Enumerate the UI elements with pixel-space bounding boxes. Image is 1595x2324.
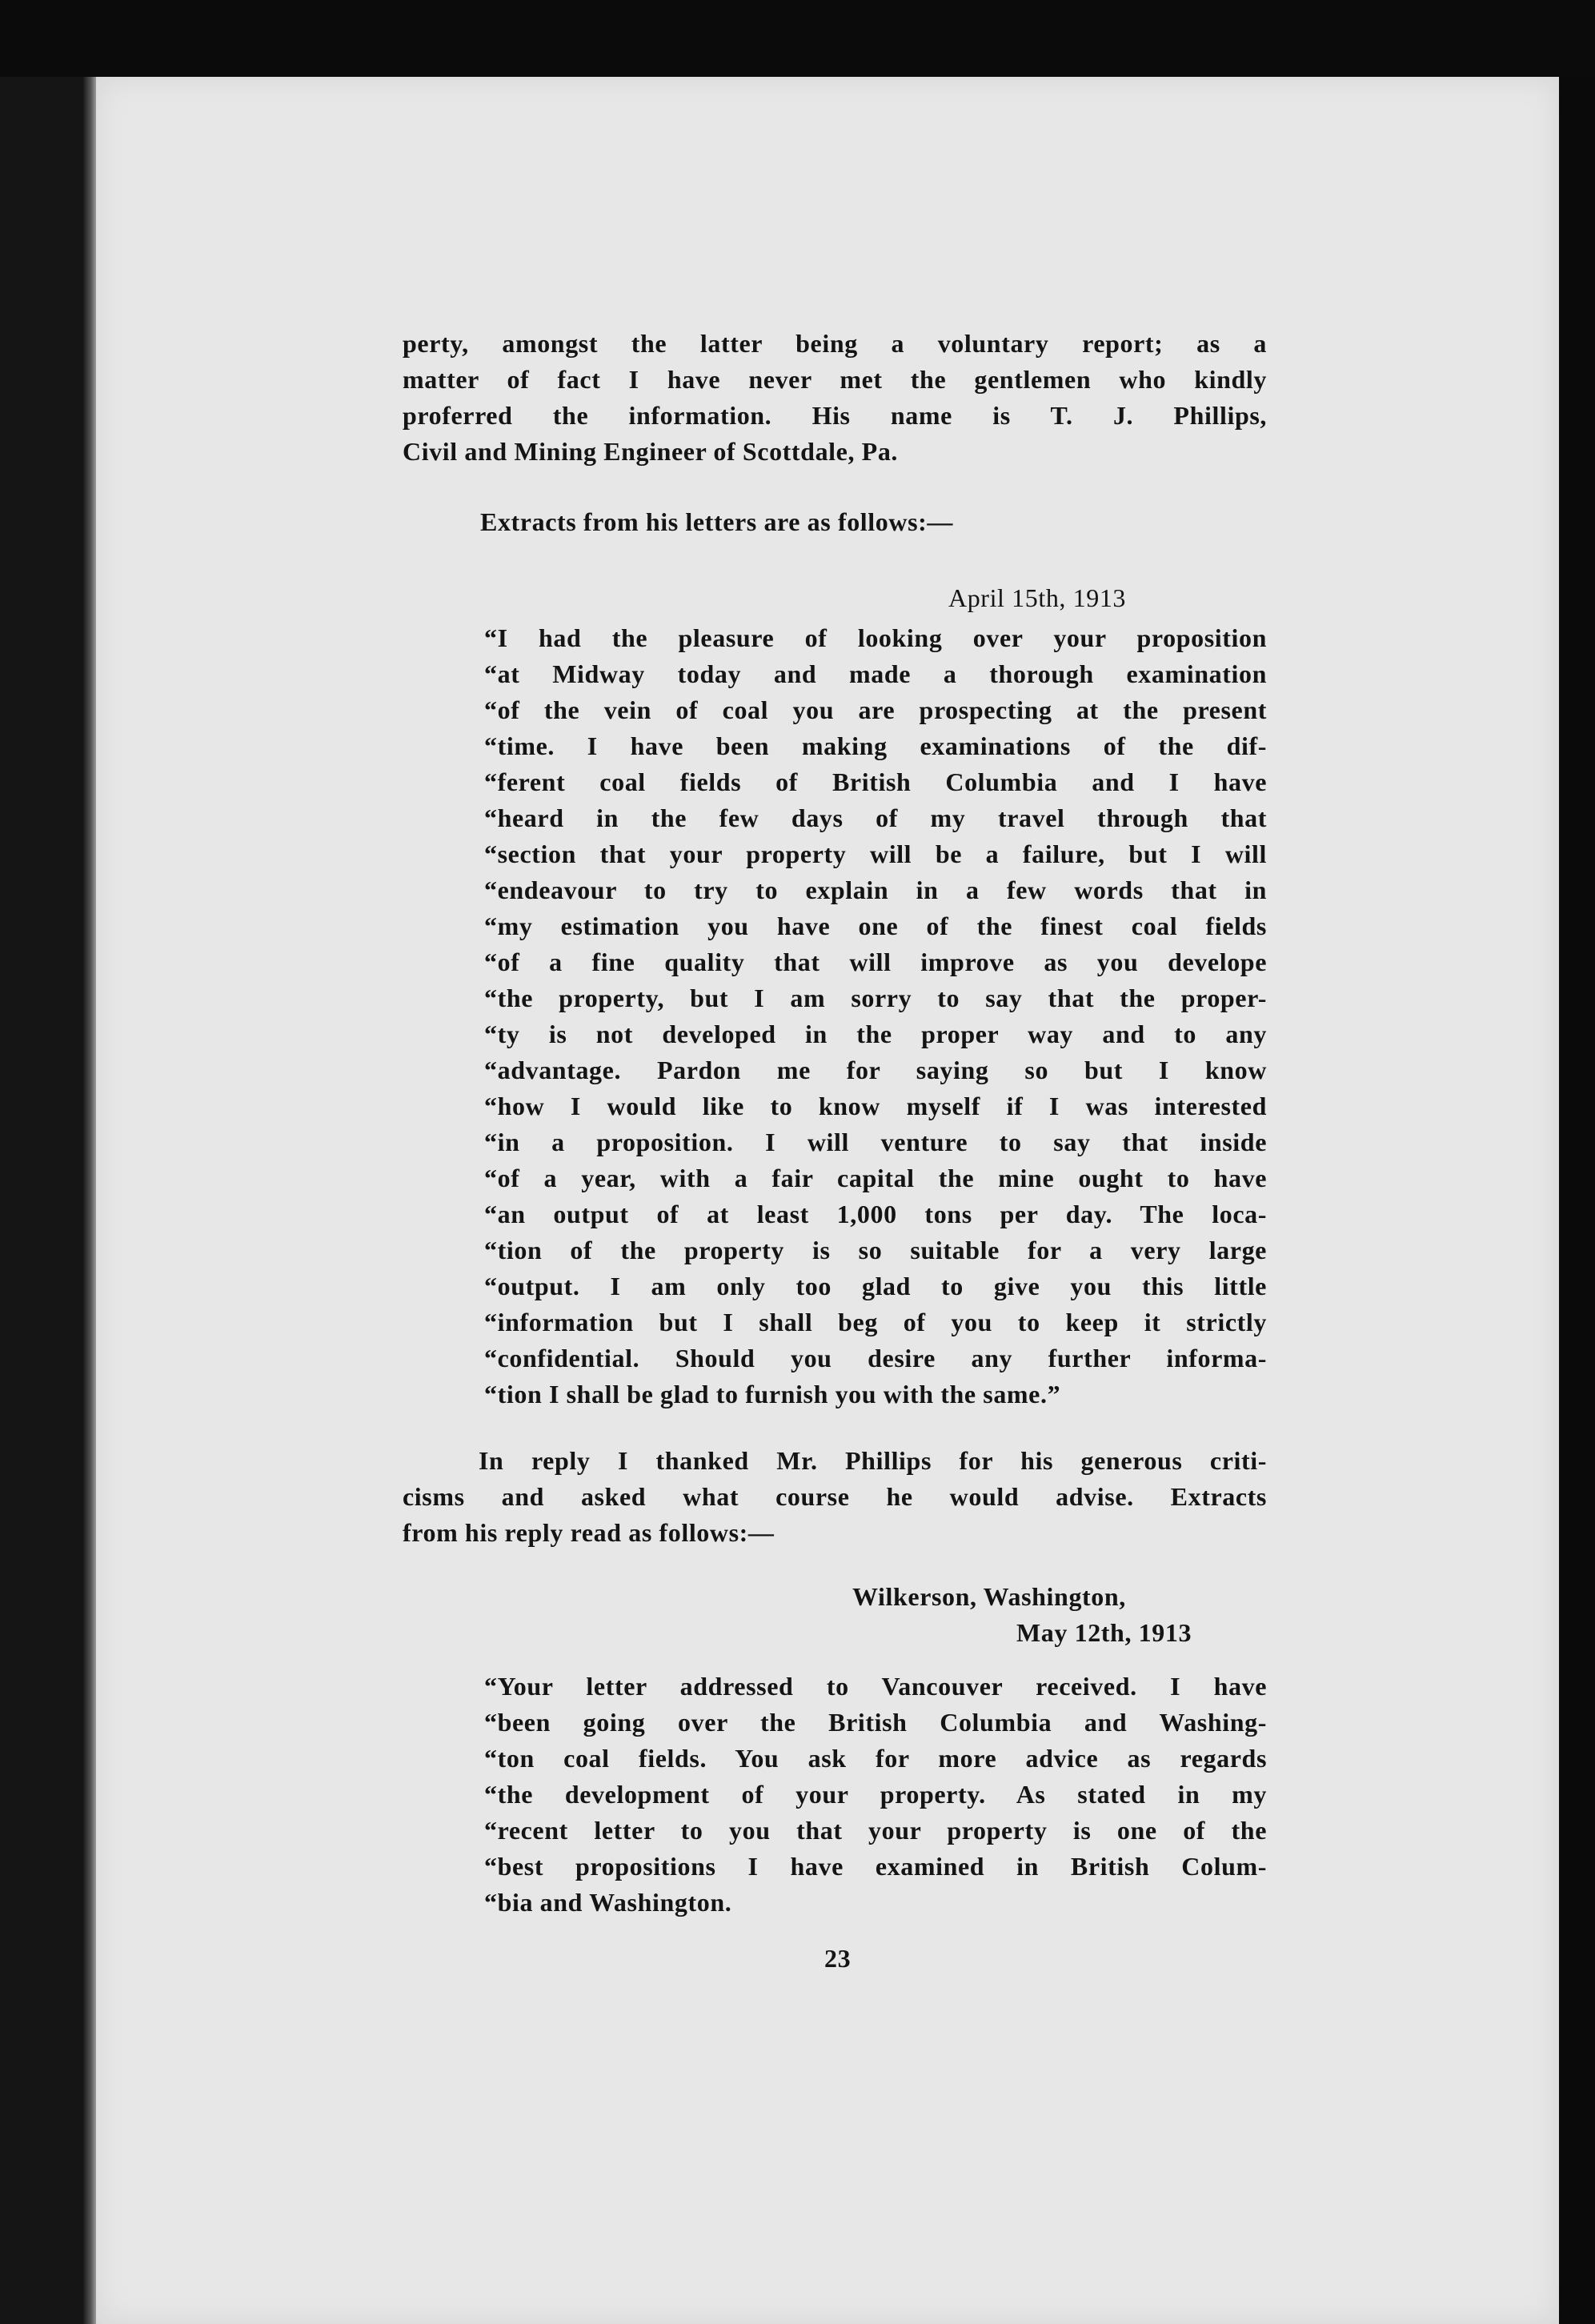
- quote-line: “of the vein of coal you are prospecting at the present: [484, 695, 1267, 724]
- text-line: In reply I thanked Mr. Phillips for his generous criti-: [479, 1446, 1267, 1475]
- paragraph-intro: [403, 326, 1267, 470]
- quote-line: “information but I shall beg of you to keep it strictly: [484, 1308, 1267, 1336]
- quote-line: “been going over the British Columbia and Washing-: [484, 1708, 1267, 1737]
- quote-line: “I had the pleasure of looking over your proposition: [484, 623, 1267, 652]
- paragraph-extracts-intro: Extracts from his letters are as follows:—: [480, 507, 953, 536]
- quote-line: “of a fine quality that will improve as you develope: [484, 948, 1267, 976]
- letter-2-heading: [852, 1579, 1268, 1651]
- book-spine: [83, 77, 96, 2324]
- text-line: proferred the information. His name is T. J. Phillips,: [403, 401, 1267, 430]
- page-number: 23: [824, 1944, 852, 1973]
- quote-line: “endeavour to try to explain in a few words that in: [484, 876, 1267, 904]
- paragraph-reply: [403, 1443, 1267, 1551]
- quote-line: “the property, but I am sorry to say that the proper-: [484, 984, 1267, 1012]
- facing-page-edge: [0, 77, 83, 2324]
- quote-line: “tion I shall be glad to furnish you with the same.”: [484, 1380, 1061, 1408]
- text-line: perty, amongst the latter being a voluntary report; as a: [403, 329, 1267, 358]
- quote-line: “confidential. Should you desire any further informa-: [484, 1344, 1267, 1372]
- quote-line: “best propositions I have examined in British Colum-: [484, 1852, 1267, 1881]
- quote-line: “an output of at least 1,000 tons per day. The loca-: [484, 1200, 1267, 1228]
- letter-2-date: May 12th, 1913: [1016, 1618, 1192, 1647]
- quote-line: “ty is not developed in the proper way and to any: [484, 1020, 1267, 1048]
- quote-line: “heard in the few days of my travel through that: [484, 803, 1267, 832]
- quote-line: “in a proposition. I will venture to say that inside: [484, 1128, 1267, 1156]
- letter-1-quote: [484, 620, 1267, 1412]
- right-margin-edge: [1559, 77, 1595, 2324]
- quote-line: “advantage. Pardon me for saying so but I know: [484, 1056, 1267, 1084]
- letter-2-place: Wilkerson, Washington,: [852, 1582, 1126, 1611]
- quote-line: “recent letter to you that your property is one of the: [484, 1816, 1267, 1845]
- quote-line: “of a year, with a fair capital the mine ought to have: [484, 1164, 1267, 1192]
- quote-line: “the development of your property. As stated in my: [484, 1780, 1267, 1809]
- letter-1-date: April 15th, 1913: [948, 583, 1127, 612]
- quote-line: “my estimation you have one of the finest coal fields: [484, 912, 1267, 940]
- quote-line: “at Midway today and made a thorough examination: [484, 659, 1267, 688]
- quote-line: “Your letter addressed to Vancouver received. I have: [484, 1672, 1267, 1701]
- letter-2-quote: [484, 1669, 1267, 1921]
- quote-line: “section that your property will be a failure, but I will: [484, 839, 1267, 868]
- text-line: cisms and asked what course he would advise. Extracts: [403, 1482, 1267, 1511]
- quote-line: “output. I am only too glad to give you this little: [484, 1272, 1267, 1300]
- quote-line: “ferent coal fields of British Columbia and I have: [484, 767, 1267, 796]
- quote-line: “ton coal fields. You ask for more advice as regards: [484, 1744, 1267, 1773]
- quote-line: “tion of the property is so suitable for a very large: [484, 1236, 1267, 1264]
- quote-line: “how I would like to know myself if I was interested: [484, 1092, 1267, 1120]
- quote-line: “bia and Washington.: [484, 1888, 732, 1917]
- text-line: matter of fact I have never met the gentlemen who kindly: [403, 365, 1267, 394]
- text-line: Civil and Mining Engineer of Scottdale, Pa.: [403, 437, 899, 466]
- quote-line: “time. I have been making examinations of the dif-: [484, 731, 1267, 760]
- text-line: from his reply read as follows:—: [403, 1518, 775, 1547]
